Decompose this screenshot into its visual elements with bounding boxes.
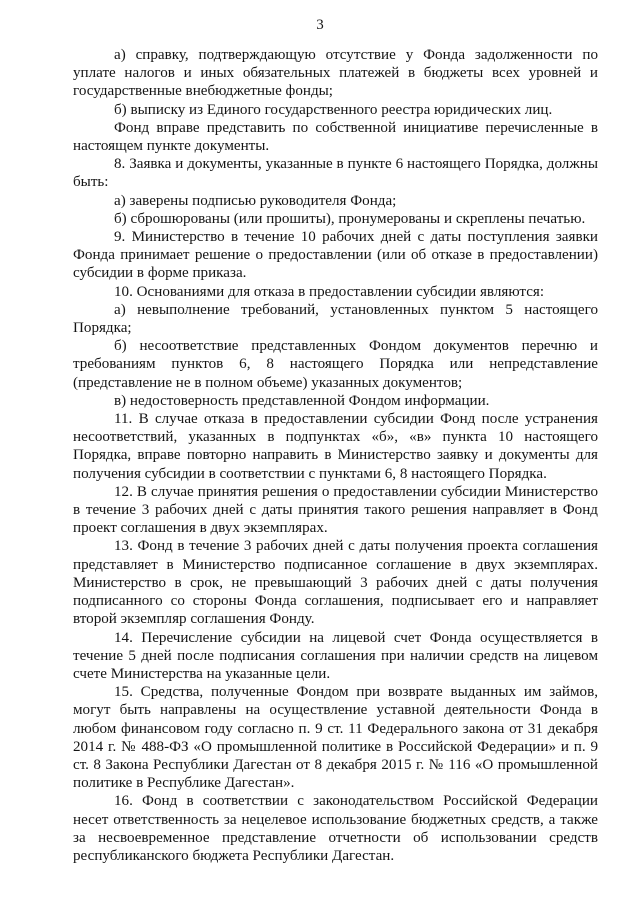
paragraph-15: 15. Средства, полученные Фондом при возврате выданных им займов, могут быть направлены на осуществление уставной деятельности Фонда в любом финансовом году согласно п. 9 ст. 11 Федерального закона от 31 декабря 2014 г. № 488-ФЗ «О промышленной политике в Российской Федерации» и п. 9 ст. 8 Закона Республики Дагестан от 8 декабря 2015 г. № 116 «О промышленной политике в Республике Дагестан». [73, 684, 598, 792]
paragraph-10b: б) несоответствие представленных Фондом документов перечню и требованиям пунктов 6, 8 настоящего Порядка или непредставление (представление не в полном объеме) указанных документов; [73, 338, 598, 391]
document-body [73, 46, 598, 865]
paragraph-10c: в) недостоверность представленной Фондом информации. [114, 392, 490, 409]
paragraph-9: 9. Министерство в течение 10 рабочих дней с даты поступления заявки Фонда принимает решение о предоставлении (или об отказе в предоставлении) субсидии в форме приказа. [73, 229, 598, 282]
paragraph-7a: а) справку, подтверждающую отсутствие у Фонда задолженности по уплате налогов и иных обязательных платежей в бюджеты всех уровней и государственные внебюджетные фонды; [73, 47, 598, 100]
paragraph-7b: б) выписку из Единого государственного реестра юридических лиц. [114, 101, 553, 118]
paragraph-14: 14. Перечисление субсидии на лицевой счет Фонда осуществляется в течение 5 дней после подписания соглашения при наличии средств на лицевом счете Министерства на указанные цели. [73, 629, 598, 682]
paragraph-8b: б) сброшюрованы (или прошиты), пронумерованы и скреплены печатью. [114, 210, 586, 227]
paragraph-7-note: Фонд вправе представить по собственной инициативе перечисленные в настоящем пункте документы. [73, 119, 598, 155]
paragraph-10: 10. Основаниями для отказа в предоставлении субсидии являются: [114, 283, 545, 300]
page-number: 3 [316, 17, 324, 33]
paragraph-11: 11. В случае отказа в предоставлении субсидии Фонд после устранения несоответствий, указанных в подпунктах «б», «в» пункта 10 настоящего Порядка, вправе повторно направить в Министерство заявку и документы для получения субсидии в соответствии с пунктами 6, 8 настоящего Порядка. [73, 411, 598, 482]
paragraph-12: 12. В случае принятия решения о предоставлении субсидии Министерство в течение 3 рабочих дней с даты принятия такого решения направляет в Фонд проект соглашения в двух экземплярах. [73, 483, 598, 537]
paragraph-13: 13. Фонд в течение 3 рабочих дней с даты получения проекта соглашения представляет в Министерство подписанное соглашение в двух экземплярах. Министерство в срок, не превышающий 3 рабочих дней с даты получения подписанного со стороны Фонда соглашения, подписывает его и направляет второй экземпляр соглашения Фонду. [73, 538, 598, 628]
paragraph-10a: а) невыполнение требований, установленных пунктом 5 настоящего Порядка; [73, 301, 598, 337]
paragraph-8: 8. Заявка и документы, указанные в пункте 6 настоящего Порядка, должны быть: [73, 156, 598, 191]
paragraph-8a: а) заверены подписью руководителя Фонда; [114, 192, 397, 209]
paragraph-16: 16. Фонд в соответствии с законодательством Российской Федерации несет ответственность за нецелевое использование бюджетных средств, а также за несвоевременное представление отчетности об использовании средств республиканского бюджета Республики Дагестан. [73, 793, 598, 864]
